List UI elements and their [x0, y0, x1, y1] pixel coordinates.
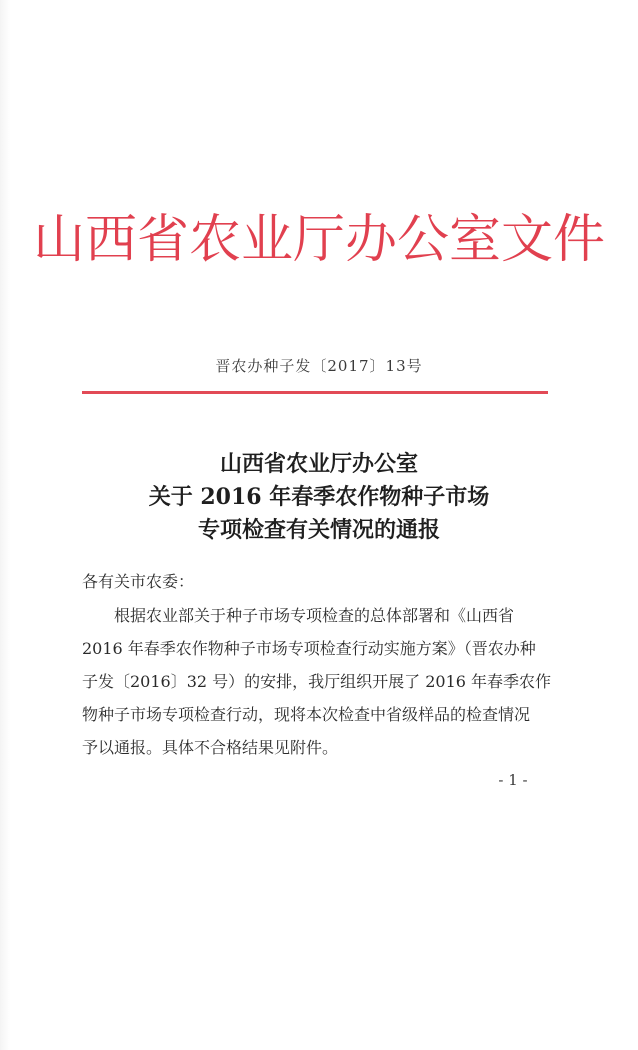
red-separator-line — [82, 391, 548, 394]
notice-title — [0, 448, 638, 547]
salutation: 各有关市农委： — [82, 572, 195, 591]
page-number: - 1 - — [498, 771, 528, 789]
notice-title-line-3: 专项检查有关情况的通报 — [197, 517, 440, 543]
body-paragraph-line-2: 2016 年春季农作物种子市场专项检查行动实施方案》（晋农办种 — [82, 639, 536, 658]
notice-title-line-2: 关于 2016 年春季农作物种子市场 — [148, 484, 490, 510]
body-paragraph-line-5: 予以通报。具体不合格结果见附件。 — [82, 738, 339, 757]
body-paragraph-line-3: 子发〔2016〕32 号）的安排，我厅组织开展了 2016 年春季农作 — [82, 672, 552, 691]
document-header-title: 山西省农业厅办公室文件 — [32, 210, 605, 270]
body-paragraph-line-4: 物种子市场专项检查行动，现将本次检查中省级样品的检查情况 — [82, 705, 531, 724]
document-number: 晋农办种子发〔2017〕13号 — [215, 357, 423, 375]
notice-title-line-1: 山西省农业厅办公室 — [219, 451, 418, 477]
body-paragraph-line-1: 根据农业部关于种子市场专项检查的总体部署和《山西省 — [114, 606, 515, 625]
